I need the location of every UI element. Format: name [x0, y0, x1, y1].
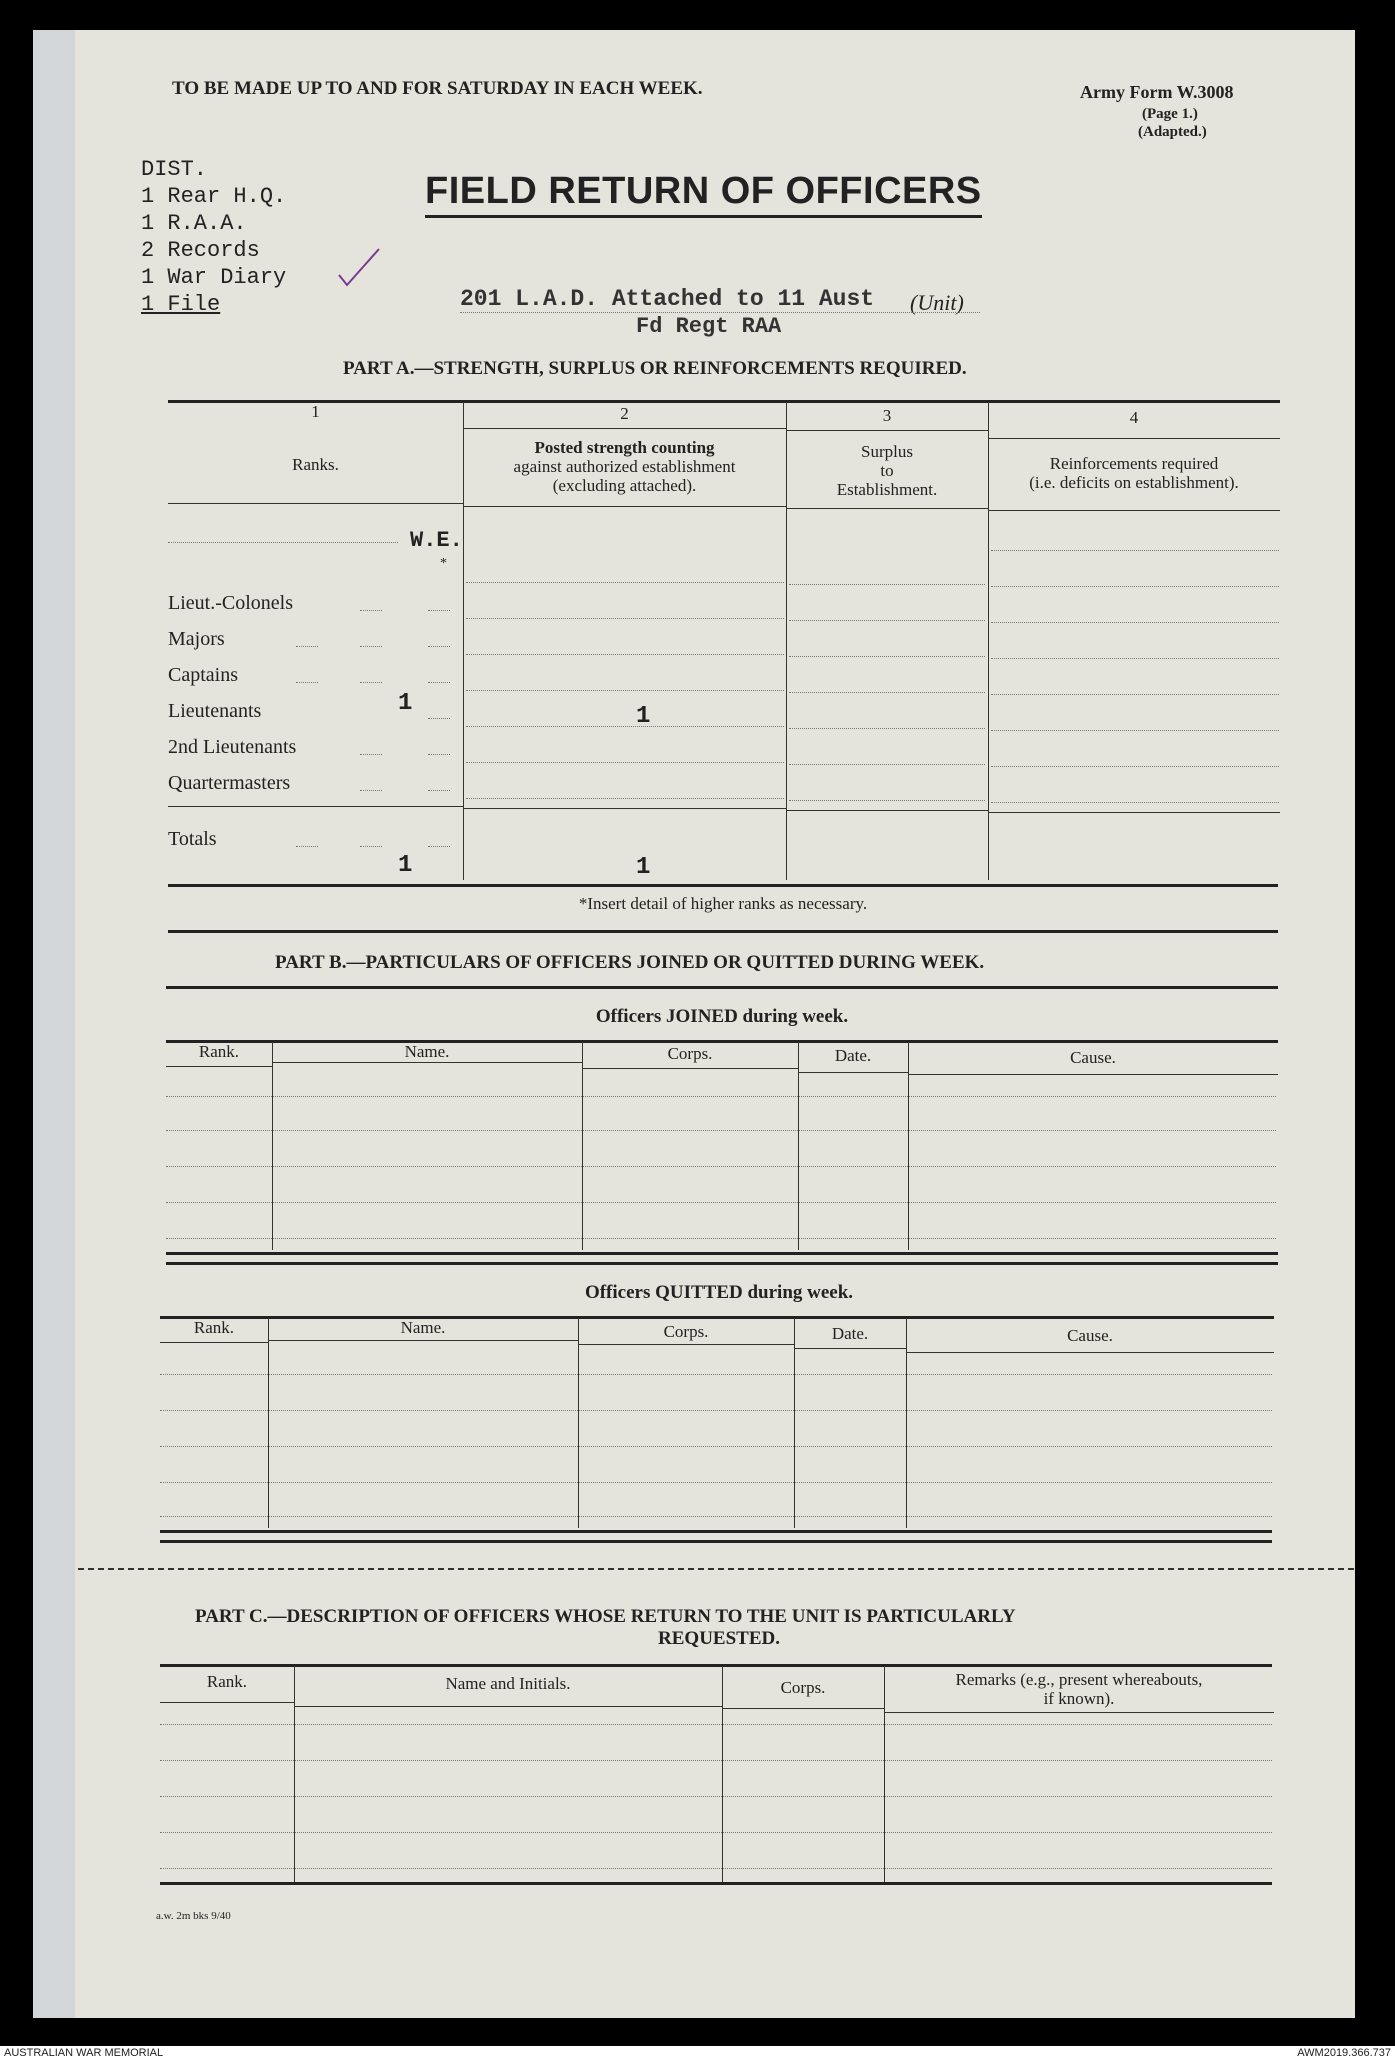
joined-title: Officers JOINED during week. [595, 1006, 849, 1027]
print-code: a.w. 2m bks 9/40 [156, 1910, 231, 1922]
surplus-header [786, 442, 988, 499]
distribution-item: 1 War Diary [141, 265, 287, 290]
col-header-remarks [884, 1670, 1274, 1708]
surplus-header-line: to [880, 461, 894, 480]
col-header-rank: Rank. [206, 1672, 248, 1691]
quitted-title: Officers QUITTED during week. [584, 1282, 854, 1303]
reinforcements-header [988, 454, 1280, 492]
part-a-footnote: *Insert detail of higher ranks as necessary. [578, 894, 868, 913]
col-number: 3 [882, 406, 892, 425]
reinforcements-header-line: Reinforcements required [1049, 454, 1219, 473]
rank-label: 2nd Lieutenants [168, 736, 297, 758]
check-mark-icon [335, 245, 385, 290]
ranks-header: Ranks. [292, 455, 339, 474]
part-b-heading: PART B.—PARTICULARS OF OFFICERS JOINED OR QUITTED DURING WEEK. [275, 952, 985, 973]
reinforcements-header-line: (i.e. deficits on establishment). [1029, 473, 1239, 492]
perforation-line [78, 1568, 1354, 1570]
col-header-cause: Cause. [1070, 1048, 1116, 1067]
posted-header-line: against authorized establishment [513, 457, 736, 476]
posted-header-line: Posted strength counting [534, 438, 715, 457]
totals-label: Totals [168, 828, 217, 850]
form-title: FIELD RETURN OF OFFICERS [425, 170, 982, 218]
remarks-header-line: if known). [1043, 1689, 1115, 1708]
archive-footer [0, 2046, 1395, 2061]
distribution-item: 1 Rear H.Q. [141, 184, 287, 209]
part-c-heading: PART C.—DESCRIPTION OF OFFICERS WHOSE RETURN TO THE UNIT IS PARTICULARLY [195, 1606, 1016, 1627]
col-header-corps: Corps. [663, 1322, 709, 1341]
col-header-rank: Rank. [193, 1318, 235, 1337]
we-label: W.E. [410, 528, 463, 553]
surplus-header-line: Surplus [861, 442, 913, 461]
unit-line-2: Fd Regt RAA [636, 314, 782, 339]
distribution-item: 2 Records [141, 238, 260, 263]
form-number: Army Form W.3008 [1080, 82, 1234, 102]
col-header-corps: Corps. [667, 1044, 713, 1063]
col-header-cause: Cause. [1067, 1326, 1113, 1345]
form-page: (Page 1.) [1142, 106, 1198, 122]
col-header-name: Name. [404, 1042, 450, 1061]
archive-id: AWM2019.366.737 [1297, 2047, 1391, 2059]
archive-name: AUSTRALIAN WAR MEMORIAL [4, 2047, 164, 2059]
col-header-name: Name and Initials. [445, 1674, 571, 1693]
col-header-rank: Rank. [198, 1042, 240, 1061]
col-header-corps: Corps. [780, 1678, 826, 1697]
distribution-title: DIST. [141, 157, 208, 182]
col-header-date: Date. [831, 1324, 869, 1343]
unit-label: (Unit) [910, 290, 964, 315]
part-a-heading: PART A.—STRENGTH, SURPLUS OR REINFORCEMENTS REQUIRED. [343, 358, 967, 379]
surplus-header-line: Establishment. [836, 480, 938, 499]
col-header-date: Date. [834, 1046, 872, 1065]
posted-header-line: (excluding attached). [552, 476, 697, 495]
instruction-text: TO BE MADE UP TO AND FOR SATURDAY IN EACH WEEK. [172, 78, 703, 99]
totals-we-value: 1 [398, 852, 413, 879]
unit-line-1: 201 L.A.D. Attached to 11 Aust [460, 286, 875, 312]
rank-label: Majors [168, 628, 225, 650]
col-number: 1 [311, 402, 320, 421]
rank-label: Quartermasters [168, 772, 291, 794]
posted-value: 1 [636, 703, 651, 730]
we-value: 1 [398, 690, 413, 717]
col-number: 4 [1129, 408, 1139, 427]
form-note: (Adapted.) [1138, 124, 1207, 140]
rank-label: Lieutenants [168, 700, 262, 722]
rank-label: Captains [168, 664, 238, 686]
col-header-name: Name. [400, 1318, 446, 1337]
rank-label: Lieut.-Colonels [168, 592, 293, 614]
we-footnote-marker: * [440, 556, 447, 571]
distribution-item: 1 File [141, 292, 221, 317]
part-c-heading-cont: REQUESTED. [658, 1628, 780, 1649]
distribution-block [141, 156, 286, 318]
distribution-item: 1 R.A.A. [141, 211, 247, 236]
col-number: 2 [620, 404, 629, 423]
posted-header [463, 438, 786, 495]
remarks-header-line: Remarks (e.g., present whereabouts, [955, 1670, 1203, 1689]
paper-edge-strip [33, 30, 75, 2018]
totals-posted-value: 1 [636, 854, 651, 881]
